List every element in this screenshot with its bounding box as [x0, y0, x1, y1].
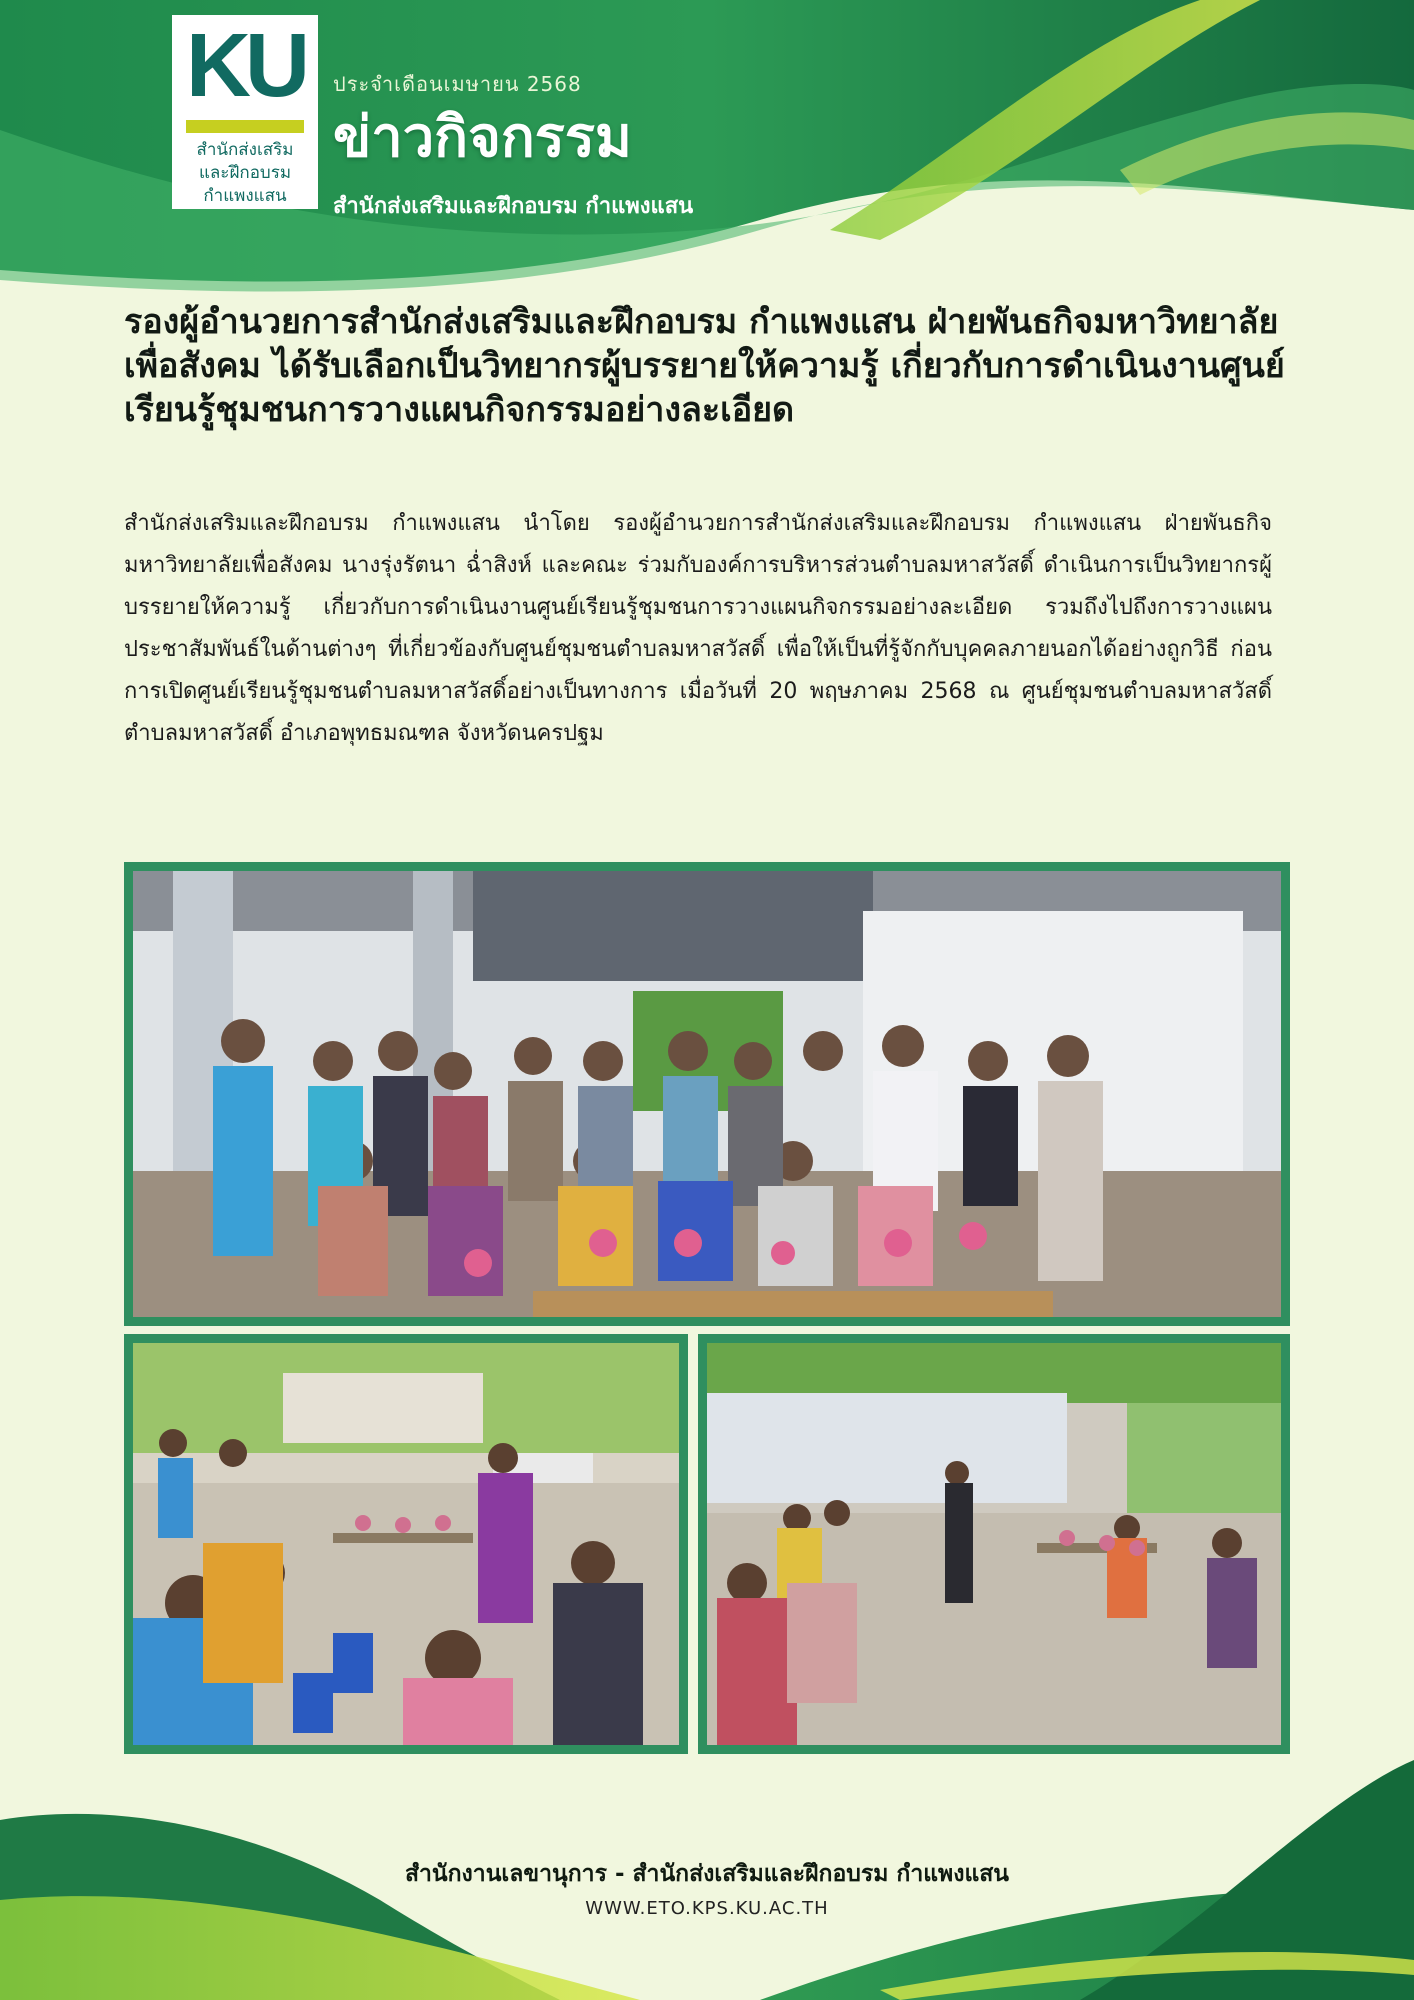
article-body: สำนักส่งเสริมและฝึกอบรม กำแพงแสน นำโดย รองผู้อำนวยการสำนักส่งเสริมและฝึกอบรม กำแพงแสน ฝ่ายพันธกิจมหาวิทยาลัยเพื่อสังคม นางรุ่งรัตนา ฉ่ำสิงห์ และคณะ ร่วมกับองค์การบริหารส่วนตำบลมหาสวัสดิ์ ดำเนินการเป็นวิทยากรผู้บรรยายให้ความรู้ เกี่ยวกับการดำเนินงานศูนย์เรียนรู้ชุมชนการวางแผนกิจกรรมอย่างละเอียด รวมถึงไปถึงการวางแผนประชาสัมพันธ์ในด้านต่างๆ ที่เกี่ยวข้องกับศูนย์ชุมชนตำบลมหาสวัสดิ์ เพื่อให้เป็นที่รู้จักกับบุคคลภายนอกได้อย่างถูกวิธี ก่อนการเปิดศูนย์เรียนรู้ชุมชนตำบลมหาสวัสดิ์อย่างเป็นทางการ เมื่อวันที่ 20 พฤษภาคม 2568 ณ ศูนย์ชุมชนตำบลมหาสวัสดิ์ ตำบลมหาสวัสดิ์ อำเภอพุทธมณฑล จังหวัดนครปฐม: [124, 511, 1272, 746]
group-photo: [124, 862, 1290, 1326]
footer-office: สำนักงานเลขานุการ - สำนักส่งเสริมและฝึกอบรม กำแพงแสน: [404, 1861, 1010, 1887]
lecture-photo-right: [698, 1334, 1290, 1754]
masthead-subtitle: สำนักส่งเสริมและฝึกอบรม กำแพงแสน: [333, 194, 694, 219]
lecture-photo-right-image: [707, 1343, 1281, 1745]
issue-date: ประจำเดือนเมษายน 2568: [333, 72, 582, 96]
logo-bar: [186, 120, 304, 133]
masthead-title: ข่าวกิจกรรม: [333, 105, 632, 170]
ku-logo: [172, 15, 318, 209]
logo-line-2: และฝึกอบรม: [198, 163, 292, 183]
logo-text: [172, 139, 318, 208]
logo-mark: KU: [186, 16, 304, 116]
footer-url[interactable]: WWW.ETO.KPS.KU.AC.TH: [585, 1898, 829, 1919]
lecture-photo-left-image: [133, 1343, 679, 1745]
lecture-photo-left: [124, 1334, 688, 1754]
logo-line-1: สำนักส่งเสริม: [196, 140, 294, 160]
logo-line-3: กำแพงแสน: [203, 186, 287, 206]
article-headline: รองผู้อำนวยการสำนักส่งเสริมและฝึกอบรม กำแพงแสน ฝ่ายพันธกิจมหาวิทยาลัยเพื่อสังคม ได้รับเลือกเป็นวิทยากรผู้บรรยายให้ความรู้ เกี่ยวกับการดำเนินงานศูนย์เรียนรู้ชุมชนการวางแผนกิจกรรมอย่างละเอียด: [124, 302, 1285, 430]
group-photo-image: [133, 871, 1281, 1317]
